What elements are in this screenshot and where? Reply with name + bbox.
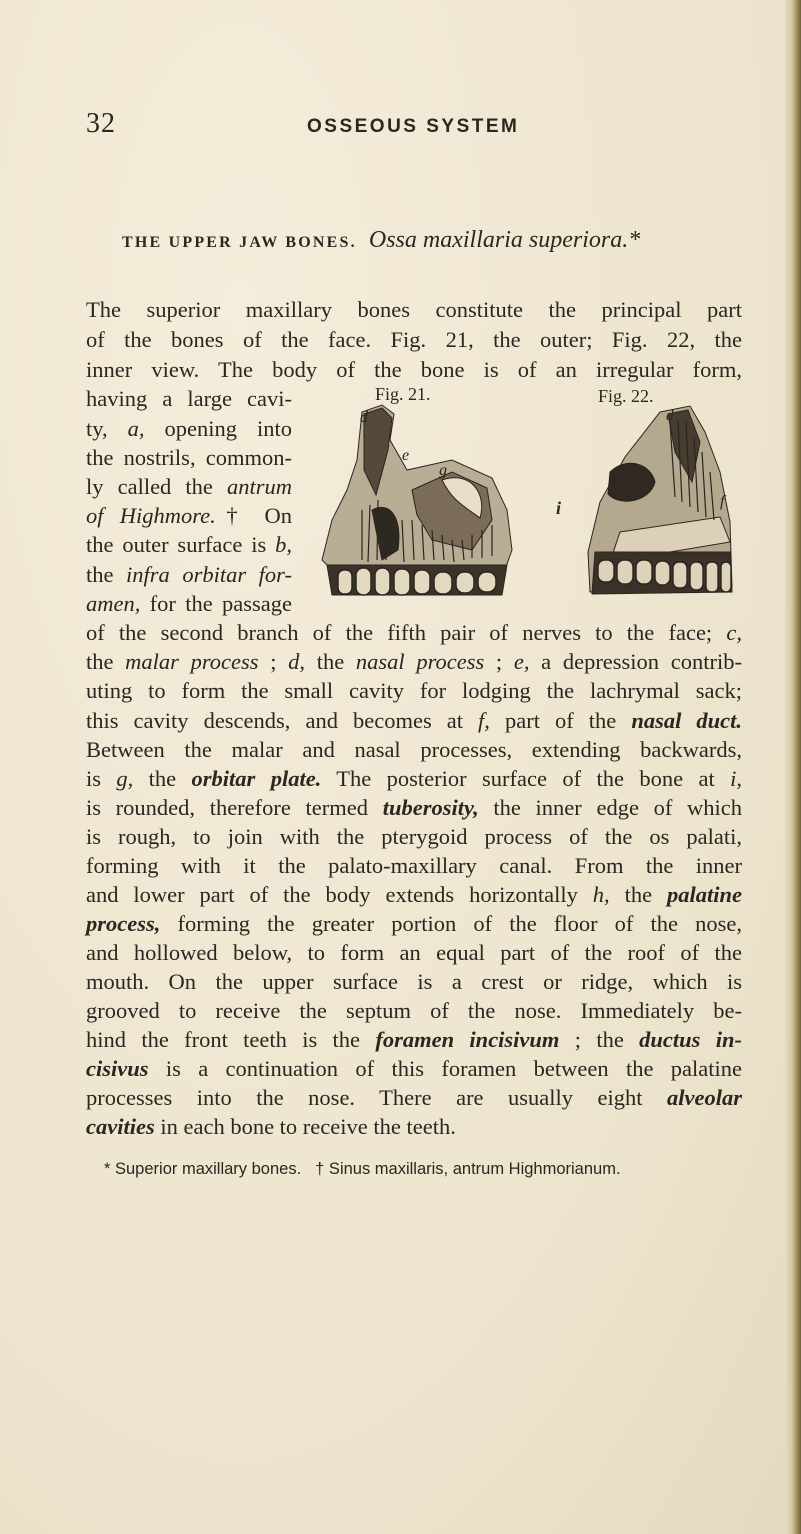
text-line: grooved to receive the septum of the nose. Immediately be- bbox=[86, 998, 742, 1023]
section-latin-title: Ossa maxillaria superiora.* bbox=[368, 227, 641, 253]
footnote-1: * Superior maxillary bones. bbox=[104, 1160, 302, 1178]
text-line: is rounded, therefore termed tuberosity, the inner edge of which bbox=[86, 795, 742, 820]
figure-21-letter-d: d bbox=[360, 409, 368, 426]
text-line: processes into the nose. There are usually eight alveolar bbox=[86, 1085, 742, 1110]
text-line: ly called the antrum bbox=[86, 474, 292, 499]
figure-22-letter-d: d bbox=[666, 408, 674, 424]
text-line: is g, the orbitar plate. The posterior surface of the bone at i, bbox=[86, 766, 742, 791]
figure-22-label: Fig. 22. bbox=[598, 386, 654, 406]
text-line: is rough, to join with the pterygoid process of the os palati, bbox=[86, 824, 742, 849]
text-line: process, forming the greater portion of the floor of the nose, bbox=[86, 911, 742, 936]
text-line: the nostrils, common- bbox=[86, 445, 292, 470]
figure-21-label: Fig. 21. bbox=[375, 384, 431, 404]
section-title: THE UPPER JAW BONES. bbox=[122, 234, 357, 251]
text-line: this cavity descends, and becomes at f, part of the nasal duct. bbox=[86, 708, 743, 733]
text-line: and hollowed below, to form an equal part of the roof of the bbox=[86, 940, 742, 965]
footnote-2: † Sinus maxillaris, antrum Highmorianum. bbox=[315, 1160, 621, 1178]
text-line: inner view. The body of the bone is of an irregular form, bbox=[86, 357, 742, 382]
text-line: ty, a, opening into bbox=[86, 416, 292, 441]
text-line: cisivus is a continuation of this foramen between the palatine bbox=[86, 1056, 742, 1081]
text-line: uting to form the small cavity for lodging the lachrymal sack; bbox=[86, 678, 742, 703]
text-line: Between the malar and nasal processes, extending backwards, bbox=[86, 737, 742, 762]
figure-letter-i: i bbox=[556, 498, 562, 518]
figure-21-letter-g: g bbox=[439, 462, 447, 479]
text-line: cavities in each bone to receive the teeth. bbox=[86, 1114, 456, 1139]
running-title: OSSEOUS SYSTEM bbox=[307, 116, 520, 137]
text-line: hind the front teeth is the foramen incisivum ; the ductus in- bbox=[86, 1027, 743, 1052]
text-line: of the second branch of the fifth pair of nerves to the face; c, bbox=[86, 620, 742, 645]
text-line: of Highmore.† On bbox=[86, 503, 292, 528]
text-line: amen, for the passage bbox=[86, 591, 292, 616]
footnotes bbox=[104, 1160, 635, 1179]
text-line: mouth. On the upper surface is a crest or ridge, which is bbox=[86, 969, 742, 994]
text-line: the infra orbitar for- bbox=[86, 562, 292, 587]
text-line: the malar process ; d, the nasal process ; e, a depression contrib- bbox=[86, 649, 742, 674]
text-line: of the bones of the face. Fig. 21, the outer; Fig. 22, the bbox=[86, 327, 742, 352]
figure-22-illustration bbox=[580, 402, 740, 607]
figure-21-letter-e: e bbox=[402, 447, 410, 464]
text-line: having a large cavi- bbox=[86, 386, 292, 411]
text-line: The superior maxillary bones constitute the principal part bbox=[86, 297, 742, 322]
figure-22-letter-f: f bbox=[720, 493, 725, 510]
page-number: 32 bbox=[86, 108, 116, 139]
text-line: forming with it the palato-maxillary canal. From the inner bbox=[86, 853, 742, 878]
text-line: the outer surface is b, bbox=[86, 532, 292, 557]
text-line: and lower part of the body extends horizontally h, the palatine bbox=[86, 882, 742, 907]
page-edge bbox=[785, 0, 801, 1534]
figure-21-illustration bbox=[302, 400, 532, 615]
section-heading bbox=[122, 227, 640, 254]
